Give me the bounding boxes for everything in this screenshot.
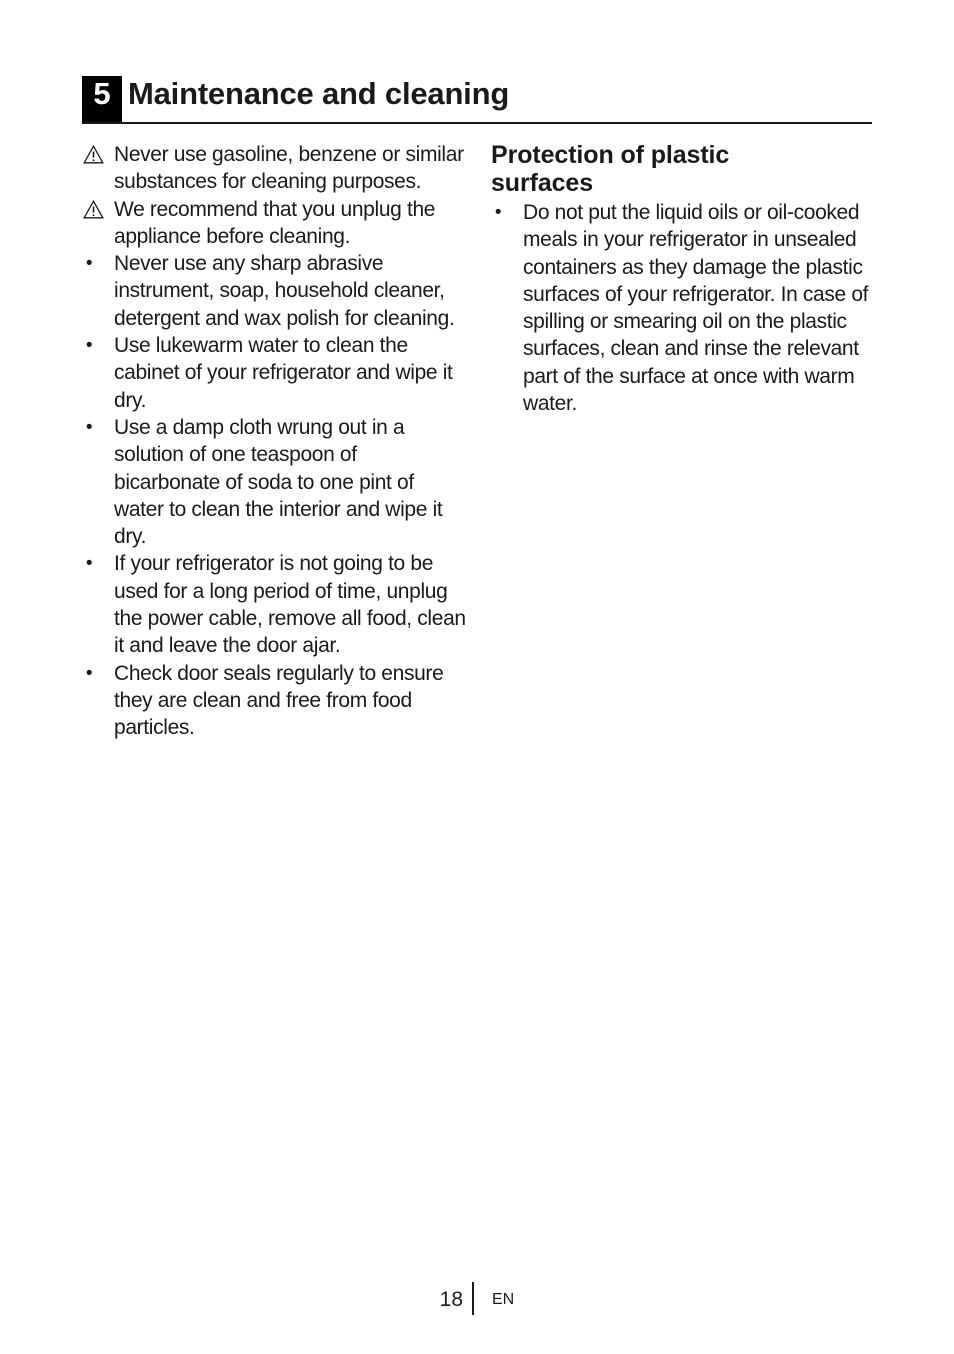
bullet-icon: • [85, 553, 93, 575]
left-column [82, 141, 467, 742]
sub-heading: Protection of plastic surfaces [491, 141, 730, 197]
section-header [82, 76, 872, 124]
item-text: Use a damp cloth wrung out in a solution of one teaspoon of bicarbonate of soda to one pint of water to clean the interior and wipe it dry. [114, 415, 443, 549]
warning-icon [83, 145, 104, 164]
section-number-badge: 5 [82, 76, 122, 122]
bullet-icon: • [494, 202, 502, 223]
page-footer [0, 1282, 954, 1316]
item-text: Use lukewarm water to clean the cabinet of your refrigerator and wipe it dry. [114, 334, 453, 412]
bullet-item [82, 250, 467, 332]
warning-item [82, 196, 467, 251]
bullet-item [82, 550, 467, 659]
bullet-item [82, 414, 467, 550]
bullet-item [491, 199, 876, 417]
page-number: 18 [439, 1288, 463, 1311]
item-text: We recommend that you unplug the appliance before cleaning. [114, 197, 436, 248]
item-text: Never use gasoline, benzene or similar substances for cleaning purposes. [114, 143, 464, 194]
warning-item [82, 141, 467, 196]
bullet-icon: • [85, 253, 93, 275]
bullet-icon: • [85, 416, 93, 438]
bullet-item [82, 332, 467, 414]
bullet-item [82, 660, 467, 742]
item-text: Do not put the liquid oils or oil-cooked meals in your refrigerator in unsealed containers as they damage the plastic surfaces of your refrigerator. In case of spilling or smearing oil on the plastic surfaces, clean and rinse the relevant part of the surface at once with warm water. [523, 201, 869, 416]
item-text: Never use any sharp abrasive instrument, soap, household cleaner, detergent and wax polish for cleaning. [114, 252, 455, 330]
language-code: EN [492, 1291, 515, 1308]
item-text: Check door seals regularly to ensure they are clean and free from food particles. [114, 661, 444, 740]
item-text: If your refrigerator is not going to be used for a long period of time, unplug the power cable, remove all food, clean it and leave the door ajar. [114, 552, 466, 658]
footer-divider [472, 1282, 474, 1315]
right-column [491, 141, 876, 417]
bullet-icon: • [85, 662, 93, 684]
bullet-icon: • [85, 335, 93, 357]
section-title: Maintenance and cleaning [128, 76, 510, 111]
warning-icon [83, 200, 104, 219]
